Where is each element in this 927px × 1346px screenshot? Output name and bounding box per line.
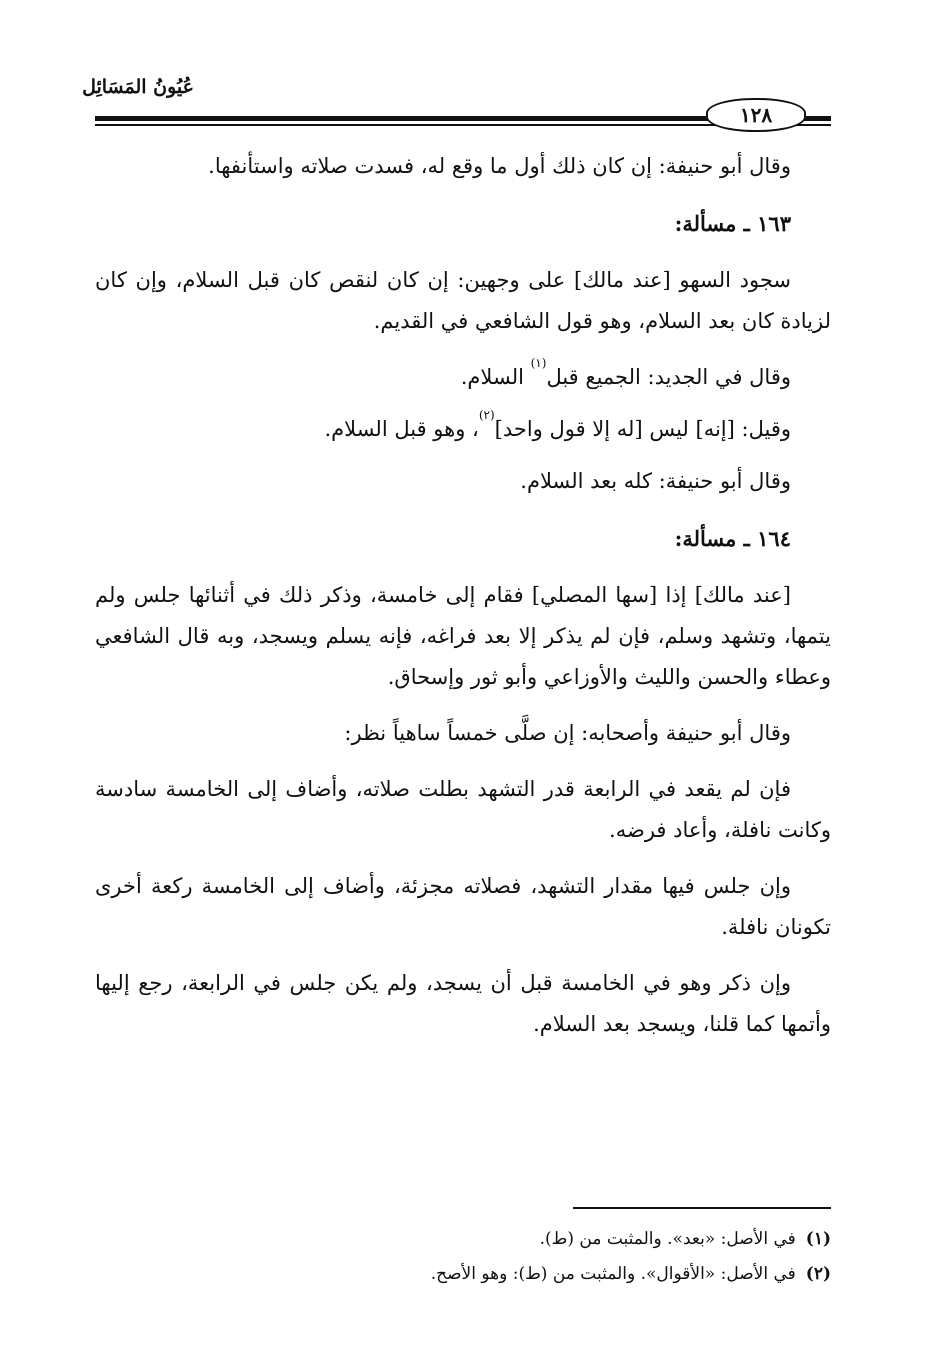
paragraph-3-text-b: السلام. xyxy=(460,365,531,389)
paragraph-8: فإن لم يقعد في الرابعة قدر التشهد بطلت صلاته، وأضاف إلى الخامسة سادسة وكانت نافلة، وأعاد فرضه. xyxy=(95,777,831,842)
footnote-ref-1[interactable]: (١) xyxy=(530,356,547,370)
paragraph-4 xyxy=(95,409,831,450)
paragraph-5: وقال أبو حنيفة: كله بعد السلام. xyxy=(520,469,791,493)
paragraph-1: وقال أبو حنيفة: إن كان ذلك أول ما وقع له، فسدت صلاته واستأنفها. xyxy=(208,154,791,178)
footnote-2 xyxy=(95,1257,831,1292)
footnote-separator xyxy=(573,1207,831,1209)
footnotes xyxy=(95,1222,831,1292)
paragraph-3 xyxy=(95,357,831,398)
paragraph-4-text-b: ، وهو قبل السلام. xyxy=(324,417,479,441)
running-title: عُيُونُ المَسَائِل xyxy=(82,76,194,98)
footnote-2-text: في الأصل: «الأقوال». والمثبت من (ط): وهو الأصح. xyxy=(430,1264,796,1284)
footnote-1 xyxy=(95,1222,831,1257)
issue-heading-164: ١٦٤ ـ مسألة: xyxy=(674,526,791,551)
footnote-2-number: (٢) xyxy=(805,1264,831,1284)
page-number-badge: ١٢٨ xyxy=(706,98,806,132)
paragraph-10: وإن ذكر وهو في الخامسة قبل أن يسجد، ولم يكن جلس في الرابعة، رجع إليها وأتمها كما قلنا، ويسجد بعد السلام. xyxy=(95,971,831,1036)
main-text xyxy=(95,146,831,1045)
footnote-1-number: (١) xyxy=(805,1229,831,1249)
paragraph-9: وإن جلس فيها مقدار التشهد، فصلاته مجزئة، وأضاف إلى الخامسة ركعة أخرى تكونان نافلة. xyxy=(95,874,831,939)
paragraph-6: [عند مالك] إذا [سها المصلي] فقام إلى خامسة، وذكر ذلك في أثنائها جلس ولم يتمها، وتشهد وسلم، فإن لم يذكر إلا بعد فراغه، فإنه يسلم ويسجد، وبه قال الشافعي وعطاء والحسن والليث والأوزاعي وأبو ثور وإسحاق. xyxy=(95,583,831,689)
paragraph-3-text-a: وقال في الجديد: الجميع قبل xyxy=(546,365,791,389)
paragraph-7: وقال أبو حنيفة وأصحابه: إن صلَّى خمساً ساهياً نظر: xyxy=(344,721,791,745)
footnote-1-text: في الأصل: «بعد». والمثبت من (ط). xyxy=(539,1229,796,1249)
paragraph-4-text-a: وقيل: [إنه] ليس [له إلا قول واحد] xyxy=(494,417,791,441)
paragraph-2: سجود السهو [عند مالك] على وجهين: إن كان لنقص كان قبل السلام، وإن كان لزيادة كان بعد السلام، وهو قول الشافعي في القديم. xyxy=(95,268,831,333)
footnote-ref-2[interactable]: (٢) xyxy=(478,408,495,422)
issue-heading-163: ١٦٣ ـ مسألة: xyxy=(674,211,791,236)
